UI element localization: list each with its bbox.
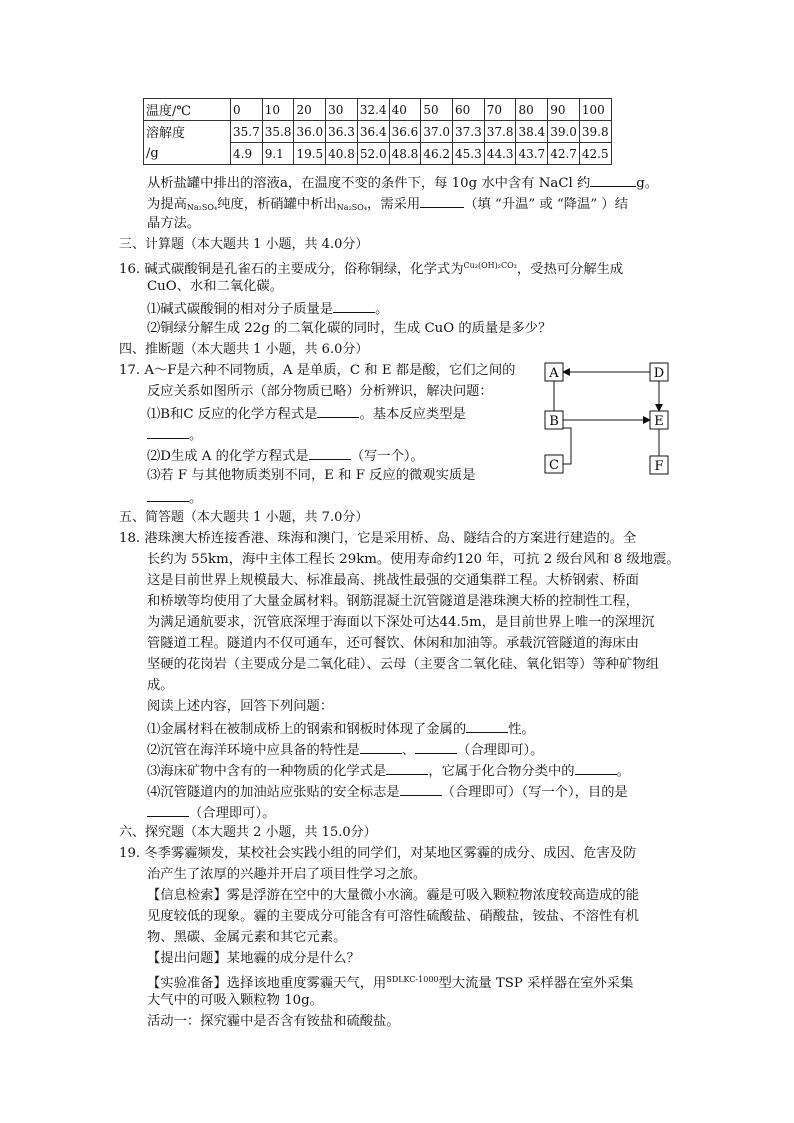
q18-text: ⑴金属材料在被制成桥上的钢索和钢板时体现了金属的	[147, 722, 467, 737]
table-cell: 9.1	[262, 143, 294, 165]
q18-line: 坚硬的花岗岩（主要成分是二氧化硅）、云母（主要含二氧化硅、氧化铝等）等种矿物组	[147, 657, 659, 672]
q17-text: 。	[189, 428, 203, 443]
q17-part3: ⑶若 F 与其他物质类别不同，E 和 F 反应的微观实质是	[147, 468, 476, 483]
q18-text: 。	[616, 764, 630, 779]
table-cell: 42.5	[579, 143, 611, 165]
answer-blank[interactable]	[415, 739, 457, 754]
q16-part1	[147, 298, 388, 320]
table-cell: 39.8	[579, 121, 611, 143]
q17-text: （写一个）。	[350, 449, 424, 464]
q18-line: 18. 港珠澳大桥连接香港、珠海和澳门，它是采用桥、岛、隧结合的方案进行建造的。全	[119, 531, 637, 546]
answer-blank[interactable]	[466, 718, 508, 733]
answer-blank[interactable]	[333, 298, 375, 313]
table-cell: 70	[484, 99, 516, 121]
table-cell: 10	[262, 99, 294, 121]
q15-text: 为提高	[147, 197, 187, 212]
q19-activity1: 活动一：探究霾中是否含有铵盐和硫酸盐。	[147, 1014, 400, 1029]
q19-text: 型大流量 TSP 采样器在室外采集	[438, 976, 634, 991]
reaction-diagram	[540, 360, 680, 482]
table-cell: 45.3	[453, 143, 485, 165]
table-row	[144, 121, 612, 143]
table-cell: 0	[231, 99, 263, 121]
table-cell: 19.5	[294, 143, 326, 165]
section-heading-4: 四、推断题（本大题共 1 小题，共 6.0分）	[119, 342, 369, 357]
solubility-table	[143, 98, 612, 165]
q18-text: （合理即可）（写一个），目的是	[441, 785, 628, 800]
q15-text: ，需采用	[367, 197, 421, 212]
table-cell: 42.7	[548, 143, 580, 165]
table-cell: 38.4	[516, 121, 548, 143]
table-cell: 37.8	[484, 121, 516, 143]
q16-text: ⑴碱式碳酸铜的相对分子质量是	[147, 302, 334, 317]
svg-text:B: B	[549, 414, 559, 429]
node-c	[545, 455, 563, 473]
answer-blank[interactable]	[575, 760, 617, 775]
q18-text: （合理即可）。	[457, 743, 544, 758]
svg-text:C: C	[549, 458, 559, 473]
svg-text:F: F	[654, 459, 664, 474]
q18-text: （合理即可）。	[189, 806, 276, 821]
q15-text: （填 “升温” 或 “降温” ）结	[464, 197, 628, 212]
formula-na2so4: Na₂SO₄	[336, 203, 368, 212]
q17-part1	[147, 403, 466, 425]
table-cell: 32.4	[357, 99, 389, 121]
sampler-model: SDLKC-1000	[386, 975, 439, 984]
q18-line: 管隧道工程。隧道内不仅可通车，还可餐饮、休闲和加油等。承载沉管隧道的海床由	[147, 636, 639, 651]
answer-blank[interactable]	[590, 172, 636, 187]
q15-text: 纯度，析硝罐中析出	[217, 197, 337, 212]
table-cell: 4.9	[231, 143, 263, 165]
table-header-solubility: 溶解度	[144, 121, 231, 143]
answer-blank[interactable]	[147, 424, 189, 439]
q17-part3-cont	[147, 487, 202, 509]
answer-blank[interactable]	[386, 760, 428, 775]
table-cell: 36.0	[294, 121, 326, 143]
table-cell: 40	[389, 99, 421, 121]
section-heading-6: 六、探究题（本大题共 2 小题，共 15.0分）	[119, 825, 377, 840]
table-cell: 39.0	[548, 121, 580, 143]
table-header-unit: /g	[144, 143, 231, 165]
q16-text: 16. 碱式碳酸铜是孔雀石的主要成分，俗称铜绿，化学式为	[119, 262, 464, 277]
q18-line: 为满足通航要求，沉管底深埋于海面以下深处可达44.5m，是目前世界上唯一的深埋沉	[147, 615, 655, 630]
table-cell: 36.3	[326, 121, 358, 143]
table-cell: 52.0	[357, 143, 389, 165]
q18-text: 、	[401, 743, 416, 758]
table-cell: 90	[548, 99, 580, 121]
answer-blank[interactable]	[360, 739, 402, 754]
answer-blank[interactable]	[147, 802, 189, 817]
table-header-temp: 温度/℃	[144, 99, 231, 121]
answer-blank[interactable]	[317, 403, 359, 418]
table-cell: 40.8	[326, 143, 358, 165]
q15-text: 从析盐罐中排出的溶液a，在温度不变的条件下，每 10g 水中含有 NaCl 约	[147, 176, 591, 191]
node-e	[650, 411, 668, 429]
q17-text: ⑵D生成 A 的化学方程式是	[147, 449, 309, 464]
table-cell: 60	[453, 99, 485, 121]
formula-basic-copper-carbonate: Cu₂(OH)₂CO₃	[463, 261, 517, 270]
q18-part4	[147, 781, 628, 803]
q18-read-prompt: 阅读上述内容，回答下列问题：	[147, 699, 334, 714]
table-cell: 37.3	[453, 121, 485, 143]
table-cell: 36.4	[357, 121, 389, 143]
q17-line2: 反应关系如图所示（部分物质已略）分析辨识，解决问题：	[147, 384, 493, 399]
table-cell: 100	[579, 99, 611, 121]
svg-text:E: E	[654, 414, 664, 429]
table-cell: 50	[421, 99, 453, 121]
q18-part4-cont	[147, 802, 275, 824]
q18-part1	[147, 718, 535, 740]
q19-line: 见度较低的现象。霾的主要成分可能含有可溶性硫酸盐、硝酸盐，铵盐、不溶性有机	[147, 909, 639, 924]
table-cell: 35.7	[231, 121, 263, 143]
q17-text: 。	[189, 491, 203, 506]
table-cell: 30	[326, 99, 358, 121]
q17-text: 。基本反应类型是	[359, 407, 466, 422]
q16-text: 。	[375, 302, 389, 317]
link-b-c	[563, 428, 571, 464]
q18-line: 成。	[147, 678, 174, 693]
svg-text:D: D	[653, 366, 665, 381]
q19-prep2: 大气中的可吸入颗粒物 10g。	[147, 993, 323, 1008]
q18-text: ⑵沉管在海洋环境中应具备的特性是	[147, 743, 360, 758]
node-b	[545, 411, 563, 429]
q16-text: ，受热可分解生成	[516, 262, 624, 277]
node-f	[650, 456, 668, 474]
q17-line1: 17. A～F是六种不同物质，A 是单质，C 和 E 都是酸，它们之间的	[119, 363, 516, 378]
answer-blank[interactable]	[147, 487, 189, 502]
section-heading-3: 三、计算题（本大题共 1 小题，共 4.0分）	[119, 237, 369, 252]
q18-text: ⑷沉管隧道内的加油站应张贴的安全标志是	[147, 785, 400, 800]
q19-line: 【提出问题】某地霾的成分是什么？	[147, 951, 360, 966]
table-cell: 48.8	[389, 143, 421, 165]
q17-part1-cont	[147, 424, 202, 446]
q19-line: 物、黑碳、金属元素和其它元素。	[147, 930, 347, 945]
q19-text: 【实验准备】选择该地重度雾霾天气，用	[147, 976, 387, 991]
q18-part2	[147, 739, 543, 761]
answer-blank[interactable]	[309, 445, 351, 460]
q19-line: 19. 冬季雾霾频发，某校社会实践小组的同学们，对某地区雾霾的成分、成因、危害及防	[119, 846, 637, 861]
table-row	[144, 99, 612, 121]
formula-na2so4: Na₂SO₄	[186, 203, 218, 212]
q17-text: ⑴B和C 反应的化学方程式是	[147, 407, 318, 422]
q17-part2	[147, 445, 424, 467]
q15-line3: 晶方法。	[147, 216, 201, 231]
section-heading-5: 五、简答题（本大题共 1 小题，共 7.0分）	[119, 510, 369, 525]
table-cell: 37.0	[421, 121, 453, 143]
q15-text: g。	[636, 176, 659, 191]
q18-text: ，它属于化合物分类中的	[428, 764, 575, 779]
answer-blank[interactable]	[420, 193, 464, 208]
q19-line: 治产生了浓厚的兴趣并开启了项目性学习之旅。	[147, 867, 427, 882]
q18-line: 和桥墩等均使用了大量金属材料。钢筋混凝土沉管隧道是港珠澳大桥的控制性工程，	[147, 594, 639, 609]
svg-text:A: A	[549, 366, 559, 381]
q18-text: ⑶海床矿物中含有的一种物质的化学式是	[147, 764, 387, 779]
table-cell: 20	[294, 99, 326, 121]
node-d	[650, 363, 668, 381]
table-cell: 44.3	[484, 143, 516, 165]
q15-line2	[147, 193, 628, 218]
q16-line2: CuO、水和二氧化碳。	[147, 279, 284, 294]
answer-blank[interactable]	[400, 781, 442, 796]
node-a	[545, 363, 563, 381]
q16-part2: ⑵铜绿分解生成 22g 的二氧化碳的同时，生成 CuO 的质量是多少？	[147, 321, 552, 336]
q18-line: 长约为 55km，海中主体工程长 29km。使用寿命约120 年，可抗 2 级台风和 8 级地震。	[147, 552, 680, 567]
table-cell: 36.6	[389, 121, 421, 143]
table-cell: 35.8	[262, 121, 294, 143]
table-cell: 80	[516, 99, 548, 121]
q18-part3	[147, 760, 630, 782]
table-row	[144, 143, 612, 165]
q18-text: 性。	[508, 722, 535, 737]
table-cell: 46.2	[421, 143, 453, 165]
q19-line: 【信息检索】雾是浮游在空中的大量微小水滴。霾是可吸入颗粒物浓度较高造成的能	[147, 888, 639, 903]
q18-line: 这是目前世界上规模最大、标准最高、挑战性最强的交通集群工程。大桥钢索、桥面	[147, 573, 639, 588]
q15-line1	[147, 172, 658, 194]
table-cell: 43.7	[516, 143, 548, 165]
